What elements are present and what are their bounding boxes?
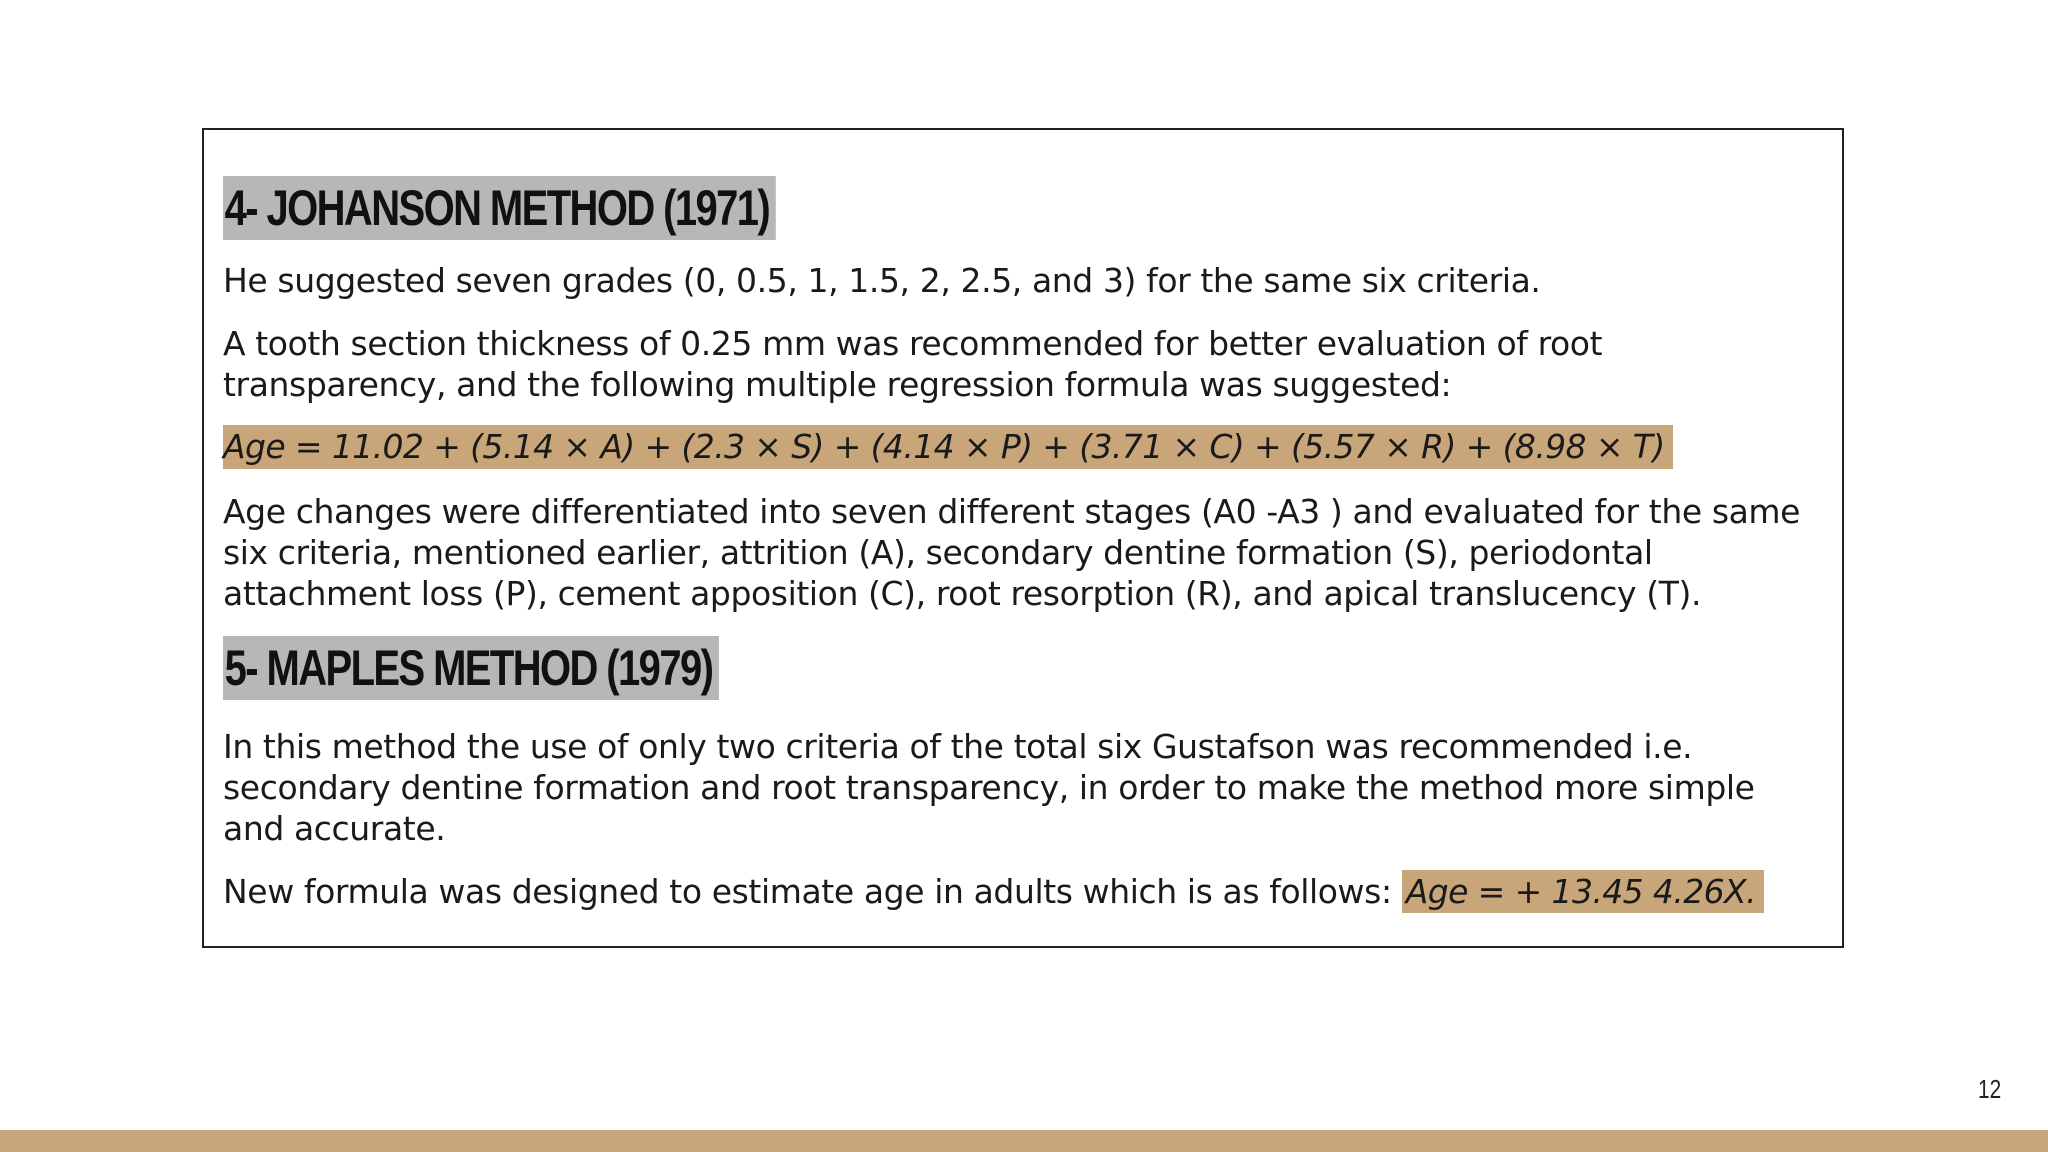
slide-content (223, 176, 1823, 912)
section-heading-maples: 5- MAPLES METHOD (1979) (223, 636, 719, 700)
johanson-formula: Age = 11.02 + (5.14 × A) + (2.3 × S) + (4.14 × P) + (3.71 × C) + (5.57 × R) + (8.98 × T) (223, 425, 1673, 469)
maples-formula-paragraph (223, 871, 1823, 912)
section-heading-johanson: 4- JOHANSON METHOD (1971) (223, 176, 776, 240)
johanson-stages-text: Age changes were differentiated into seven different stages (A0 -A3 ) and evaluated for the same six criteria, mentioned earlier, attrition (A), secondary dentine formation (S), periodontal attachment loss (P), cement apposition (C), root resorption (R), and apical translucency (T). (223, 492, 1801, 613)
page-number: 12 (1978, 1074, 2002, 1104)
maples-formula-intro: New formula was designed to estimate age in adults which is as follows: (223, 872, 1402, 911)
maples-formula: Age = + 13.45 4.26X. (1402, 870, 1764, 913)
johanson-thickness-text: A tooth section thickness of 0.25 mm was recommended for better evaluation of root transparency, and the following multiple regression formula was suggested: (223, 324, 1603, 404)
maples-criteria-text: In this method the use of only two criteria of the total six Gustafson was recommended i.e. secondary dentine formation and root transparency, in order to make the method more simple and accurate. (223, 727, 1755, 848)
bottom-accent-bar (0, 1130, 2048, 1152)
johanson-grades-text: He suggested seven grades (0, 0.5, 1, 1.5, 2, 2.5, and 3) for the same six criteria. (223, 261, 1541, 300)
